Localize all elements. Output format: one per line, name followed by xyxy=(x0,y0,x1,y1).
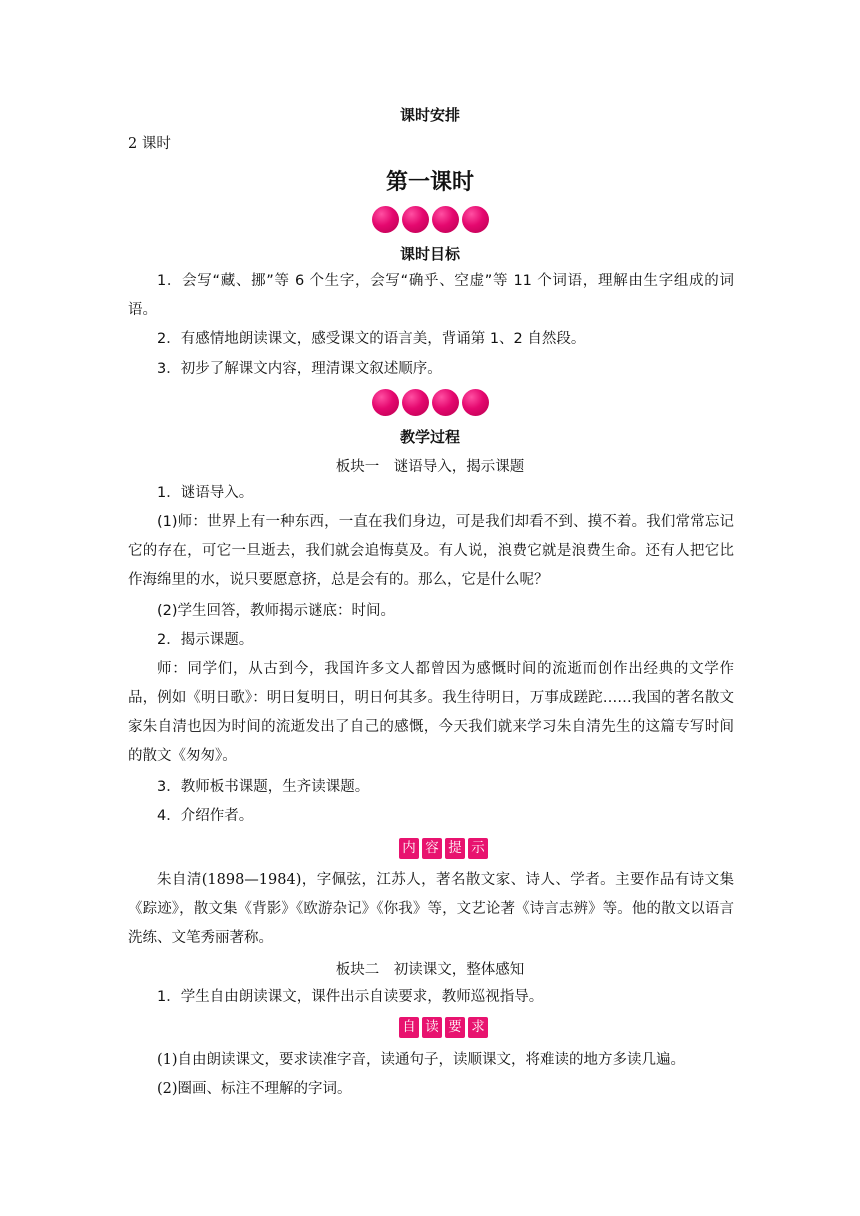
dot-icon xyxy=(402,389,429,416)
dot-icon xyxy=(462,206,489,233)
tag-char: 读 xyxy=(422,1017,442,1038)
author-intro: 朱自清(1898—1984)，字佩弦，江苏人，著名散文家、诗人、学者。主要作品有诗文集《踪迹》，散文集《背影》《欧游杂记》《你我》等，文艺论著《诗言志辨》等。他的散文以语言洗练、文笔秀丽著称。 xyxy=(128,872,734,946)
tag-char: 自 xyxy=(399,1017,419,1038)
tag-char: 要 xyxy=(445,1017,465,1038)
reading-req-1: (1)自由朗读课文，要求读准字音，读通句子，读顺课文，将难读的地方多读几遍。 xyxy=(157,1052,686,1068)
dot-icon xyxy=(462,389,489,416)
goal-item-1: 1．会写“藏、挪”等 6 个生字，会写“确乎、空虚”等 11 个词语，理解由生字组成的词语。 xyxy=(128,273,734,318)
self-reading-tag xyxy=(399,1017,488,1038)
section-dots-decoration xyxy=(0,389,860,416)
dot-icon xyxy=(402,206,429,233)
goal-item-3: 3．初步了解课文内容，理清课文叙述顺序。 xyxy=(157,361,442,377)
block1-step3: 3．教师板书课题，生齐读课题。 xyxy=(157,779,370,795)
block1-step2: 2．揭示课题。 xyxy=(157,632,254,648)
block2-step1: 1．学生自由朗读课文，课件出示自读要求，教师巡视指导。 xyxy=(157,989,544,1005)
block1-step4: 4．介绍作者。 xyxy=(157,808,254,824)
dot-icon xyxy=(372,389,399,416)
block1-title: 板块一 谜语导入，揭示课题 xyxy=(335,459,525,475)
section-dots-decoration xyxy=(0,206,860,233)
schedule-heading: 课时安排 xyxy=(399,106,460,124)
dot-icon xyxy=(432,206,459,233)
lesson-title: 第一课时 xyxy=(385,170,474,195)
goals-heading: 课时目标 xyxy=(399,245,460,263)
tag-char: 内 xyxy=(399,838,419,859)
tag-char: 容 xyxy=(422,838,442,859)
content-tip-tag xyxy=(399,838,488,859)
process-heading: 教学过程 xyxy=(399,428,460,446)
block1-p3: 师：同学们，从古到今，我国许多文人都曾因为感慨时间的流逝而创作出经典的文学作品，例如《明日歌》：明日复明日，明日何其多。我生待明日，万事成蹉跎……我国的著名散文家朱自清也因为时间的流逝发出了自己的感慨，今天我们就来学习朱自清先生的这篇专写时间的散文《匆匆》。 xyxy=(128,661,734,764)
reading-req-2: (2)圈画、标注不理解的字词。 xyxy=(157,1081,352,1097)
tag-char: 示 xyxy=(468,838,488,859)
block1-p2: (2)学生回答，教师揭示谜底：时间。 xyxy=(157,603,396,619)
schedule-value: 2 课时 xyxy=(128,136,171,152)
block1-p1: (1)师：世界上有一种东西，一直在我们身边，可是我们却看不到、摸不着。我们常常忘记它的存在，可它一旦逝去，我们就会追悔莫及。有人说，浪费它就是浪费生命。还有人把它比作海绵里的水，说只要愿意挤，总是会有的。那么，它是什么呢？ xyxy=(128,514,734,588)
block2-title: 板块二 初读课文，整体感知 xyxy=(335,962,525,978)
dot-icon xyxy=(432,389,459,416)
goal-item-2: 2．有感情地朗读课文，感受课文的语言美，背诵第 1、2 自然段。 xyxy=(157,331,586,347)
tag-char: 提 xyxy=(445,838,465,859)
tag-char: 求 xyxy=(468,1017,488,1038)
block1-step1: 1．谜语导入。 xyxy=(157,485,254,501)
dot-icon xyxy=(372,206,399,233)
